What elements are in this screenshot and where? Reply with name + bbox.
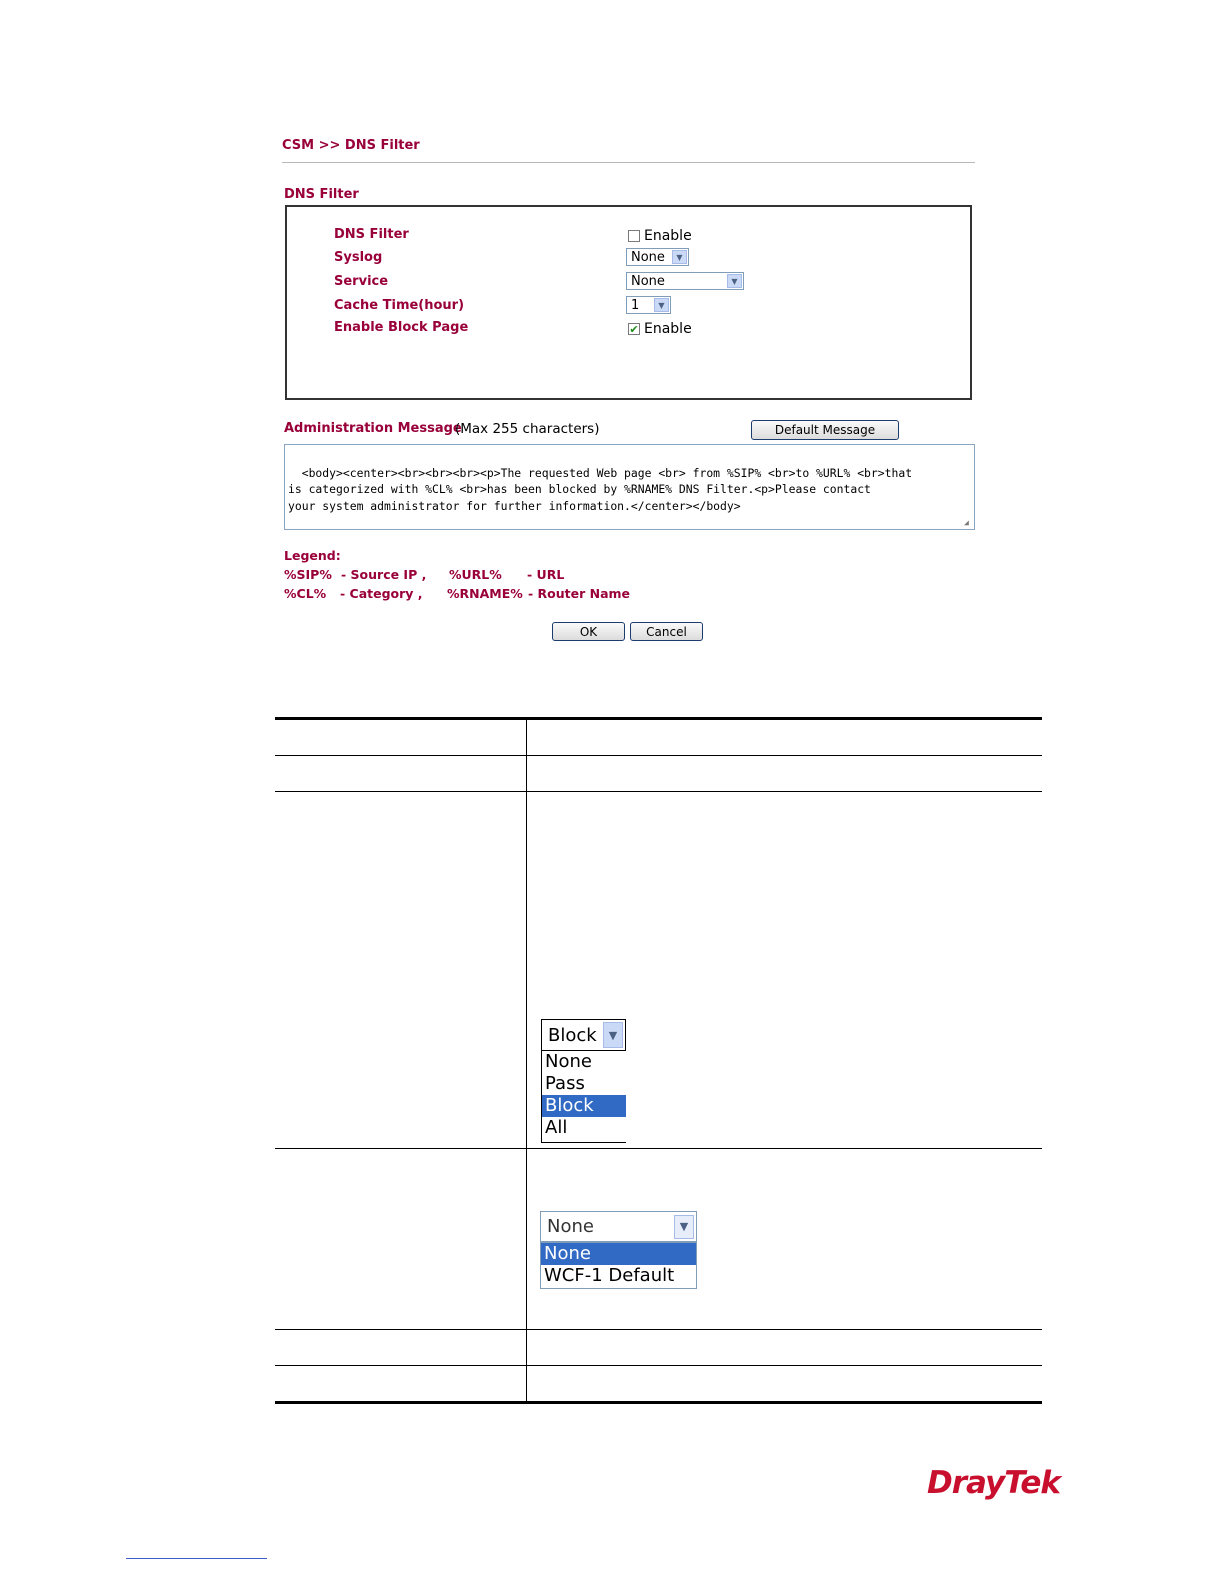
block-page-enable-label: Enable <box>644 321 692 337</box>
syslog-dropdown-list <box>541 1051 626 1143</box>
service-label: Service <box>334 274 389 289</box>
syslog-option-all[interactable]: All <box>545 1117 568 1138</box>
table-column-divider <box>526 719 527 1403</box>
chevron-down-icon: ▼ <box>674 1215 694 1239</box>
service-dropdown-closed[interactable] <box>540 1211 697 1242</box>
table-top-border <box>275 717 1042 720</box>
legend-title: Legend: <box>284 548 341 563</box>
table-row-divider <box>275 791 1042 792</box>
chevron-down-icon: ▼ <box>603 1022 623 1048</box>
legend-rname-desc: - Router Name <box>528 586 631 601</box>
service-dropdown-list <box>540 1242 697 1289</box>
block-page-enable[interactable] <box>628 321 692 337</box>
syslog-select[interactable] <box>626 248 689 266</box>
chevron-down-icon: ▼ <box>727 274 742 288</box>
table-row-divider <box>275 1148 1042 1149</box>
ok-button[interactable]: OK <box>552 622 625 641</box>
service-select[interactable] <box>626 272 744 290</box>
legend-cl-desc: - Category , <box>340 586 423 601</box>
syslog-dropdown-value: Block <box>548 1024 597 1046</box>
syslog-label: Syslog <box>334 250 383 265</box>
section-title: DNS Filter <box>284 187 359 202</box>
legend-cl: %CL% <box>284 586 327 601</box>
legend-rname: %RNAME% <box>447 586 523 601</box>
block-page-label: Enable Block Page <box>334 320 469 335</box>
legend-url-desc: - URL <box>527 567 565 582</box>
legend-url: %URL% <box>449 567 502 582</box>
footer-link-underline <box>126 1558 267 1559</box>
syslog-option-block[interactable]: Block <box>542 1095 626 1117</box>
admin-message-hint: (Max 255 characters) <box>455 421 600 437</box>
chevron-down-icon: ▼ <box>672 250 687 264</box>
table-bottom-border <box>275 1401 1042 1404</box>
syslog-option-pass[interactable]: Pass <box>545 1073 585 1094</box>
dns-filter-enable[interactable] <box>628 228 692 244</box>
table-row-divider <box>275 1365 1042 1366</box>
default-message-button[interactable]: Default Message <box>751 420 899 440</box>
block-page-checkbox[interactable]: ✔ <box>629 322 639 336</box>
dns-filter-label: DNS Filter <box>334 227 409 242</box>
service-dropdown-value: None <box>547 1216 594 1237</box>
header-divider <box>282 162 975 163</box>
cache-time-select[interactable] <box>626 296 671 314</box>
table-row-divider <box>275 1329 1042 1330</box>
syslog-dropdown-closed[interactable] <box>541 1019 626 1051</box>
cache-time-label: Cache Time(hour) <box>334 298 465 313</box>
syslog-value: None <box>631 249 665 265</box>
admin-message-label: Administration Message <box>284 421 462 436</box>
cache-time-value: 1 <box>631 297 640 313</box>
syslog-option-none[interactable]: None <box>545 1051 592 1072</box>
table-row-divider <box>275 755 1042 756</box>
legend-sip-desc: - Source IP , <box>341 567 427 582</box>
legend-sip: %SIP% <box>284 567 332 582</box>
dns-filter-enable-label: Enable <box>644 228 692 244</box>
service-value: None <box>631 273 665 289</box>
admin-message-text: <body><center><br><br><br><p>The requested Web page <br> from %SIP% <br>to %URL% <br>that is categorized with %CL% <br>has been blocked by %RNAME% DNS Filter.<p>Please contact your system administrator for further information.</center></body> <box>288 465 913 513</box>
service-option-none[interactable]: None <box>541 1243 696 1265</box>
dns-filter-checkbox[interactable] <box>628 230 640 242</box>
draytek-logo: DrayTek <box>927 1465 1060 1501</box>
service-option-wcf-1-default[interactable]: WCF-1 Default <box>544 1265 675 1286</box>
admin-message-textarea[interactable] <box>284 444 975 530</box>
resize-grip-icon[interactable]: ◢ <box>964 518 969 527</box>
breadcrumb: CSM >> DNS Filter <box>282 138 420 153</box>
cancel-button[interactable]: Cancel <box>630 622 703 641</box>
chevron-down-icon: ▼ <box>654 298 669 312</box>
